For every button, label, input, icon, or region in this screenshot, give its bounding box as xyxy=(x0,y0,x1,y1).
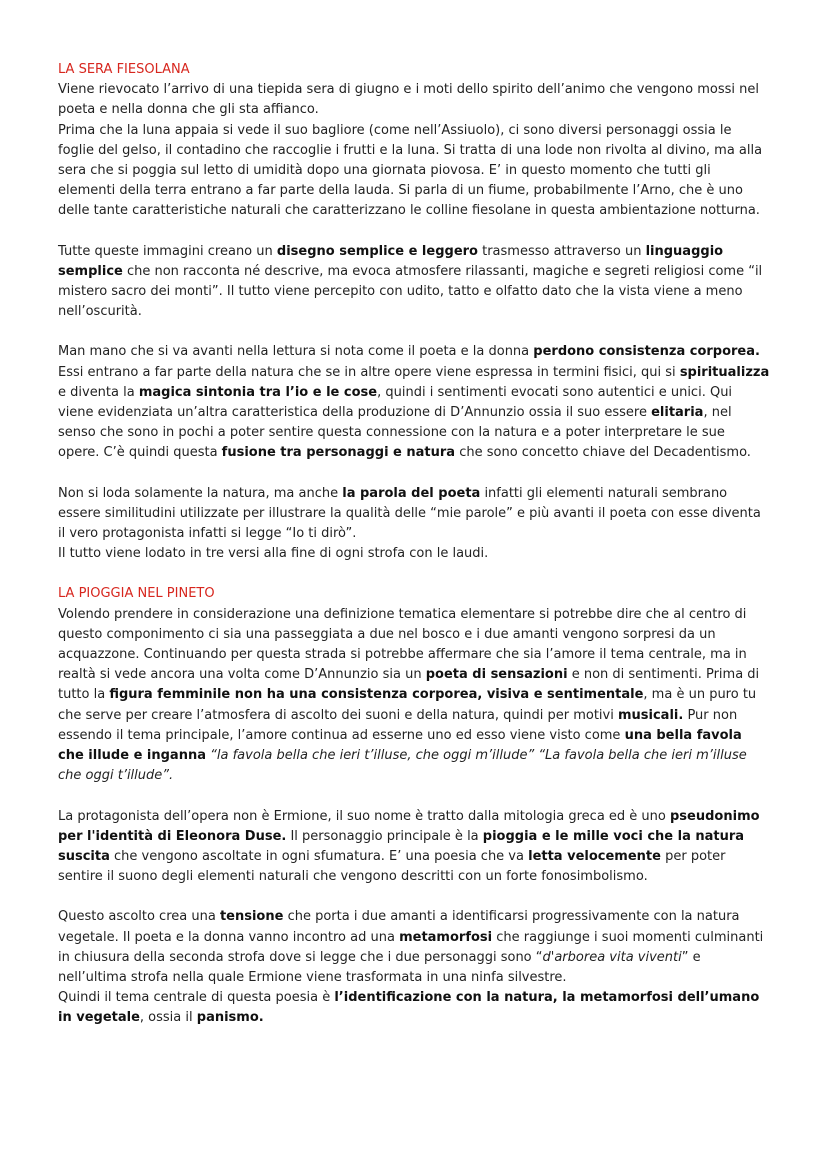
bold-text: una bella favola che illude e inganna xyxy=(58,727,742,764)
section-heading-pioggia-nel-pineto: LA PIOGGIA NEL PINETO xyxy=(58,586,215,602)
paragraph xyxy=(58,342,770,463)
text-run: Quindi il tema centrale di questa poesia è xyxy=(58,990,335,1006)
text-run: Il tutto viene lodato in tre versi alla fine di ogni strofa con le laudi. xyxy=(58,546,489,562)
text-run: , ossia il xyxy=(139,1010,197,1026)
section-heading-sera-fiesolana: LA SERA FIESOLANA xyxy=(58,62,190,77)
text-run: ” e nell’ultima strofa nella quale Ermione viene trasformata in una ninfa silvestre. xyxy=(58,949,701,985)
italic-quote: “la favola bella che ieri t’illuse, che oggi m’illude” “La favola bella che ieri m’illuse che oggi t’illude”. xyxy=(58,748,747,784)
bold-text: pioggia e le mille voci che la natura suscita xyxy=(58,828,745,864)
text-run: , nel senso che sono in pochi a poter sentire questa connessione con la natura e a poter interpretare le sue opere. C’è quindi questa xyxy=(58,405,732,461)
text-run: La protagonista dell’opera non è Ermione, il suo nome è tratto dalla mitologia greca ed è uno xyxy=(58,808,670,824)
bold-text: fusione tra personaggi e natura xyxy=(221,445,456,461)
text-run: e diventa la xyxy=(58,384,139,400)
bold-text: l’identificazione con la natura, la metamorfosi dell’umano in vegetale xyxy=(58,990,760,1026)
paragraph xyxy=(58,80,770,120)
bold-text: letta velocemente xyxy=(528,848,661,864)
text-run: Non si loda solamente la natura, ma anche xyxy=(58,485,343,501)
text-run: Volendo prendere in considerazione una definizione tematica elementare si potrebbe dire che al centro di questo componimento ci sia una passeggiata a due nel bosco e i due amanti vengono sorpresi da un acquazzone. Continuando per questa strada si potrebbe affermare che sia l’amore il tema centrale, ma in realtà si vede ancora una volta come D’Annunzio sia un xyxy=(58,606,747,683)
text-run: Pur non essendo il tema principale, l’amore continua ad esserne uno ed esso viene visto come xyxy=(58,707,738,743)
text-run: che vengono ascoltate in ogni sfumatura. E’ una poesia che va xyxy=(109,848,529,864)
italic-quote: d'arborea vita viventi xyxy=(542,949,682,965)
bold-text: figura femminile non ha una consistenza corporea, visiva e sentimentale xyxy=(109,687,644,703)
text-run: che porta i due amanti a identificarsi progressivamente con la natura vegetale. Il poeta e la donna vanno incontro ad una xyxy=(58,909,740,945)
text-run: Man mano che si va avanti nella lettura si nota come il poeta e la donna xyxy=(58,344,534,360)
paragraph xyxy=(58,484,770,545)
text-run: Il personaggio principale è la xyxy=(286,828,483,844)
bold-text: musicali. xyxy=(617,707,684,723)
bold-text: perdono consistenza corporea. xyxy=(533,344,760,360)
text-run: e non di sentimenti. Prima di tutto la xyxy=(58,667,760,703)
paragraph xyxy=(58,907,770,988)
text-run: per poter sentire il suono degli elementi naturali che vengono descritti con un forte fonosimbolismo. xyxy=(58,848,726,885)
bold-text: disegno semplice e leggero xyxy=(276,243,478,259)
text-run: Prima che la luna appaia si vede il suo bagliore (come nell’Assiuolo), ci sono diversi personaggi ossia le foglie del gelso, il contadino che raccoglie i frutti e la luna. Si tratta di una lode non rivolta al divino, ma alla sera che si poggia sul letto di umidità dopo una giornata piovosa. E’ in questo momento che tutti gli elementi della terra entrano a far parte della lauda. Si parla di un fiume, probabilmente l’Arno, che è uno delle tante caratteristiche naturali che caratterizzano le colline fiesolane in questa ambientazione notturna. xyxy=(58,122,763,219)
bold-text: spiritualizza xyxy=(679,364,770,380)
text-run: infatti gli elementi naturali sembrano essere similitudini utilizzate per illustrare la qualità delle “mie parole” e più avanti il poeta con esse diventa il vero protagonista infatti si legge “Io ti dirò”. xyxy=(58,485,761,542)
bold-text: tensione xyxy=(219,909,284,925)
paragraph xyxy=(58,121,770,222)
bold-text: poeta di sensazioni xyxy=(425,667,568,683)
bold-text: pseudonimo per l'identità di Eleonora Duse. xyxy=(58,808,760,844)
paragraph xyxy=(58,988,770,1028)
text-run: Essi entrano a far parte della natura che se in altre opere viene espressa in termini fisici, qui si xyxy=(58,364,680,380)
text-run: , quindi i sentimenti evocati sono autentici e unici. Qui viene evidenziata un’altra caratteristica della produzione di D’Annunzio ossia il suo essere xyxy=(58,384,733,421)
bold-text: magica sintonia tra l’io e le cose xyxy=(138,384,378,400)
text-run: , ma è un puro tu che serve per creare l’atmosfera di ascolto dei suoni e della natura, quindi per motivi xyxy=(58,687,757,723)
text-run: Questo ascolto crea una xyxy=(58,909,220,925)
paragraph xyxy=(58,807,770,888)
bold-text: metamorfosi xyxy=(399,929,493,945)
paragraph xyxy=(58,544,770,564)
text-run: che non racconta né descrive, ma evoca atmosfere rilassanti, magiche e segreti religiosi come “il mistero sacro dei monti”. Il tutto viene percepito con udito, tatto e olfatto dato che la vista viene a meno nell’oscurità. xyxy=(58,263,763,320)
paragraph xyxy=(58,242,770,323)
text-run: Viene rievocato l’arrivo di una tiepida sera di giugno e i moti dello spirito dell’animo che vengono mossi nel poeta e nella donna che gli sta affianco. xyxy=(58,82,760,118)
bold-text: panismo. xyxy=(196,1010,264,1026)
text-run: che raggiunge i suoi momenti culminanti in chiusura della seconda strofa dove si legge che i due personaggi sono “ xyxy=(58,929,764,965)
bold-text: elitaria xyxy=(651,405,704,421)
bold-text: la parola del poeta xyxy=(342,485,481,501)
text-run: Tutte queste immagini creano un xyxy=(58,243,277,259)
bold-text: linguaggio semplice xyxy=(58,243,724,279)
text-run: che sono concetto chiave del Decadentismo. xyxy=(455,445,751,461)
paragraph xyxy=(58,605,770,787)
text-run: trasmesso attraverso un xyxy=(477,243,646,259)
